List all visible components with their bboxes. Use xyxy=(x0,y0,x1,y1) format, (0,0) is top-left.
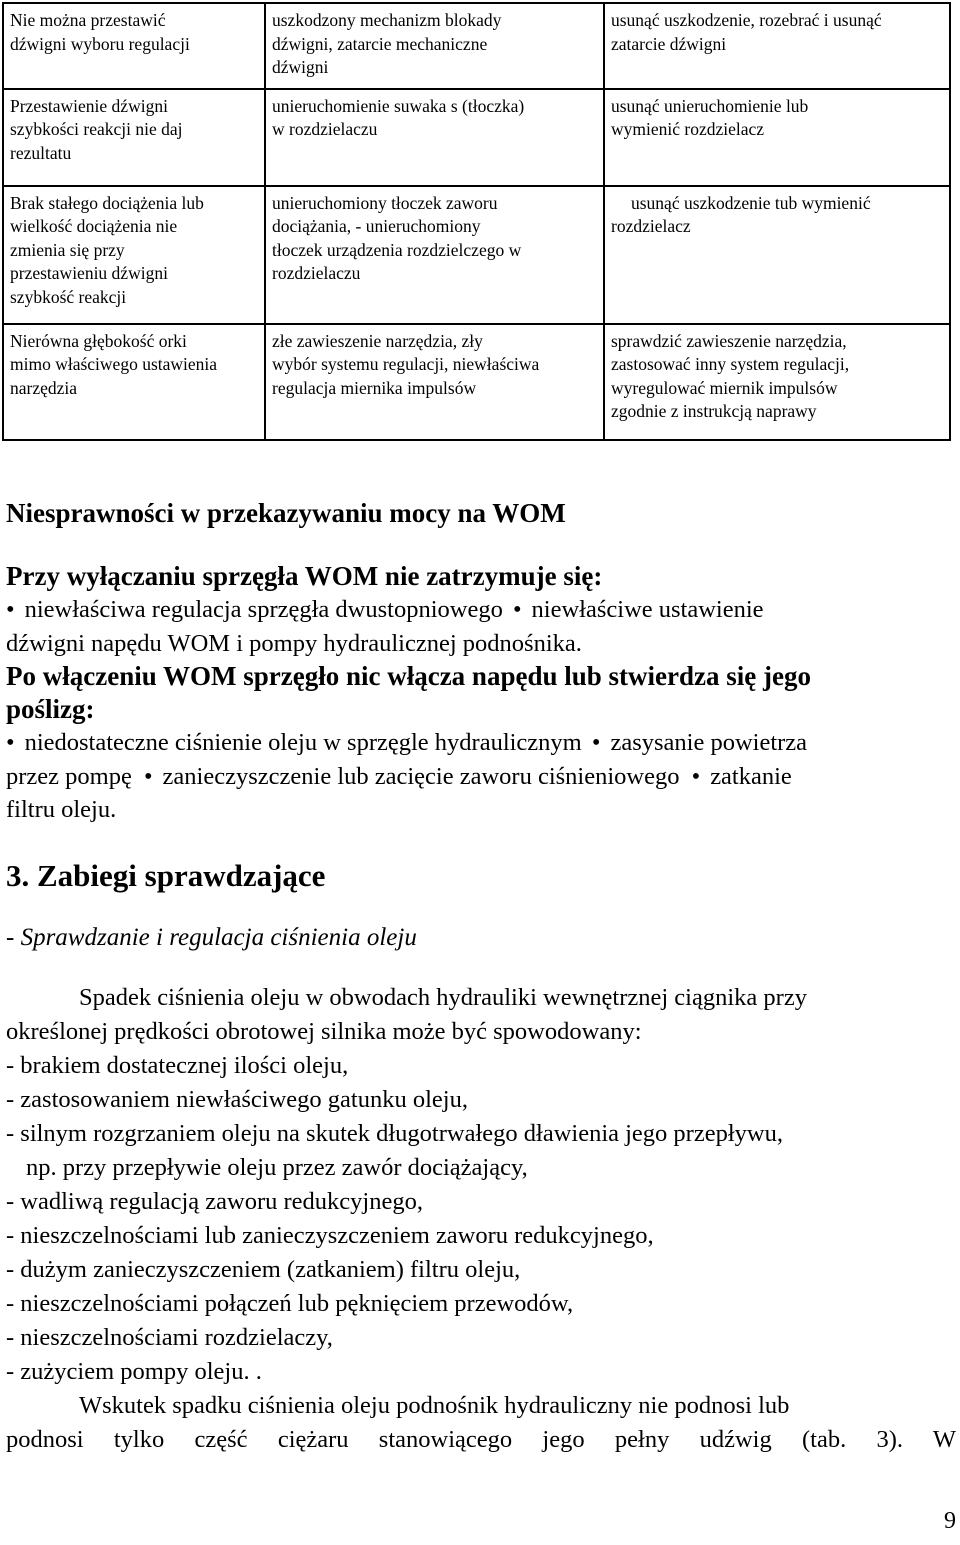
bullet-item: • niewłaściwa regulacja sprzęgła dwustopniowego xyxy=(6,596,503,623)
table-row xyxy=(3,324,950,440)
cell-text: rezultatu xyxy=(10,142,72,163)
table-row xyxy=(3,3,950,89)
cell-text: narzędzia xyxy=(10,377,78,398)
cell-text: usunąć uszkodzenie, rozebrać i usunąć xyxy=(611,10,882,30)
cell-text: przestawieniu dźwigni xyxy=(10,263,168,283)
cell-text: wielkość dociążenia nie xyxy=(10,216,178,236)
section-title: 3. Zabiegi sprawdzające xyxy=(6,858,326,893)
cell-text: szybkość reakcji xyxy=(10,286,127,307)
wom-bullets-3 xyxy=(6,760,956,794)
cell-text: złe zawieszenie narzędzia, zły xyxy=(272,330,483,351)
symptom-cell xyxy=(3,3,265,89)
body-line: - dużym zanieczyszczeniem (zatkaniem) filtru oleju, xyxy=(6,1256,521,1283)
body-line: Spadek ciśnienia oleju w obwodach hydrauliki wewnętrznej ciągnika przy xyxy=(79,984,807,1011)
cell-text: unieruchomiony tłoczek zaworu xyxy=(272,192,498,213)
checks-body xyxy=(6,981,956,1457)
symptom-cell xyxy=(3,324,265,440)
cell-text: w rozdzielaczu xyxy=(272,119,378,139)
body-line: - nieszczelnościami rozdzielaczy, xyxy=(6,1324,333,1351)
wom-subheading-2a: Po włączeniu WOM sprzęgło nic włącza napędu lub stwierdza się jego xyxy=(6,661,811,691)
cell-text: szybkości reakcji nie daj xyxy=(10,119,183,139)
body-line: Wskutek spadku ciśnienia oleju podnośnik hydrauliczny nie podnosi lub xyxy=(79,1392,790,1419)
bullet-item: • niewłaściwe ustawienie xyxy=(513,596,764,623)
cell-text: dociążania, - unieruchomiony xyxy=(272,216,481,236)
wom-subheading-2b: poślizg: xyxy=(6,694,95,724)
cell-text: uszkodzony mechanizm blokady xyxy=(272,10,502,30)
checks-subtitle-block xyxy=(6,924,956,952)
remedy-cell xyxy=(604,3,950,89)
cell-text: Nie można przestawić xyxy=(10,10,166,30)
bullet-continuation: dźwigni napędu WOM i pompy hydraulicznej podnośnika. xyxy=(6,629,582,657)
cell-text: dźwigni, zatarcie mechaniczne xyxy=(272,33,488,54)
cell-text: zgodnie z instrukcją naprawy xyxy=(611,401,817,421)
checks-section xyxy=(6,858,956,894)
cell-text: dźwigni wyboru regulacji xyxy=(10,33,190,54)
section-subtitle: - Sprawdzanie i regulacja ciśnienia oleju xyxy=(6,924,417,951)
body-line: - wadliwą regulacją zaworu redukcyjnego, xyxy=(6,1188,423,1215)
body-line: - nieszczelnościami połączeń lub pęknięciem przewodów, xyxy=(6,1290,574,1317)
symptom-cell xyxy=(3,89,265,186)
body-line: - silnym rozgrzaniem oleju na skutek długotrwałego dławienia jego przepływu, xyxy=(6,1120,783,1147)
symptom-cell xyxy=(3,186,265,324)
cell-text: rozdzielaczu xyxy=(272,263,361,283)
wom-bullets-1 xyxy=(6,593,956,627)
bullet-continuation: filtru oleju. xyxy=(6,796,117,823)
cell-text: zatarcie dźwigni xyxy=(611,33,727,54)
cause-cell xyxy=(265,89,604,186)
body-line: - brakiem dostatecznej ilości oleju, xyxy=(6,1052,349,1079)
remedy-cell xyxy=(604,324,950,440)
body-line: podnosi tylko część ciężaru stanowiącego jego pełny udźwig (tab. 3). W xyxy=(6,1426,956,1453)
body-line: - nieszczelnościami lub zanieczyszczeniem zaworu redukcyjnego, xyxy=(6,1222,654,1249)
cell-text: Nierówna głębokość orki xyxy=(10,330,187,351)
remedy-cell xyxy=(604,89,950,186)
bullet-item: • zasysanie powietrza xyxy=(592,729,807,756)
cell-text: Przestawienie dźwigni xyxy=(10,95,168,116)
cell-text: mimo właściwego ustawienia xyxy=(10,354,218,374)
cause-cell xyxy=(265,186,604,324)
fault-table xyxy=(2,2,951,441)
cell-text: regulacja miernika impulsów xyxy=(272,377,477,398)
cell-text: rozdzielacz xyxy=(611,216,691,236)
wom-bullets-2 xyxy=(6,726,956,760)
cell-text: wyregulować miernik impulsów xyxy=(611,377,838,398)
table-row xyxy=(3,89,950,186)
wom-section xyxy=(6,497,956,827)
cell-text: zastosować inny system regulacji, xyxy=(611,354,850,374)
body-line: - zastosowaniem niewłaściwego gatunku oleju, xyxy=(6,1086,468,1113)
remedy-cell xyxy=(604,186,950,324)
cell-text: Brak stałego dociążenia lub xyxy=(10,192,204,213)
body-line: np. przy przepływie oleju przez zawór dociążający, xyxy=(26,1154,528,1181)
bullet-continuation: przez pompę xyxy=(6,762,132,790)
bullet-item: • zanieczyszczenie lub zacięcie zaworu ciśnieniowego xyxy=(144,763,680,790)
bullet-item: • zatkanie xyxy=(692,763,792,790)
page-number: 9 xyxy=(944,1508,956,1534)
wom-heading: Niesprawności w przekazywaniu mocy na WOM xyxy=(6,498,566,528)
cell-text: sprawdzić zawieszenie narzędzia, xyxy=(611,330,847,351)
cell-text: unieruchomienie suwaka s (tłoczka) xyxy=(272,95,525,116)
cell-text: usunąć unieruchomienie lub xyxy=(611,95,809,116)
cause-cell xyxy=(265,3,604,89)
cause-cell xyxy=(265,324,604,440)
bullet-item: • niedostateczne ciśnienie oleju w sprzęgle hydraulicznym xyxy=(6,729,582,756)
cell-text: wybór systemu regulacji, niewłaściwa xyxy=(272,354,540,374)
cell-text: wymienić rozdzielacz xyxy=(611,119,765,139)
body-line: - zużyciem pompy oleju. . xyxy=(6,1358,262,1385)
table-row xyxy=(3,186,950,324)
cell-text: usunąć uszkodzenie tub wymienić xyxy=(631,192,871,213)
cell-text: tłoczek urządzenia rozdzielczego w xyxy=(272,239,522,260)
cell-text: dźwigni xyxy=(272,57,329,77)
body-line: określonej prędkości obrotowej silnika może być spowodowany: xyxy=(6,1018,642,1045)
wom-subheading-1: Przy wyłączaniu sprzęgła WOM nie zatrzymuje się: xyxy=(6,561,603,591)
cell-text: zmienia się przy xyxy=(10,239,125,260)
